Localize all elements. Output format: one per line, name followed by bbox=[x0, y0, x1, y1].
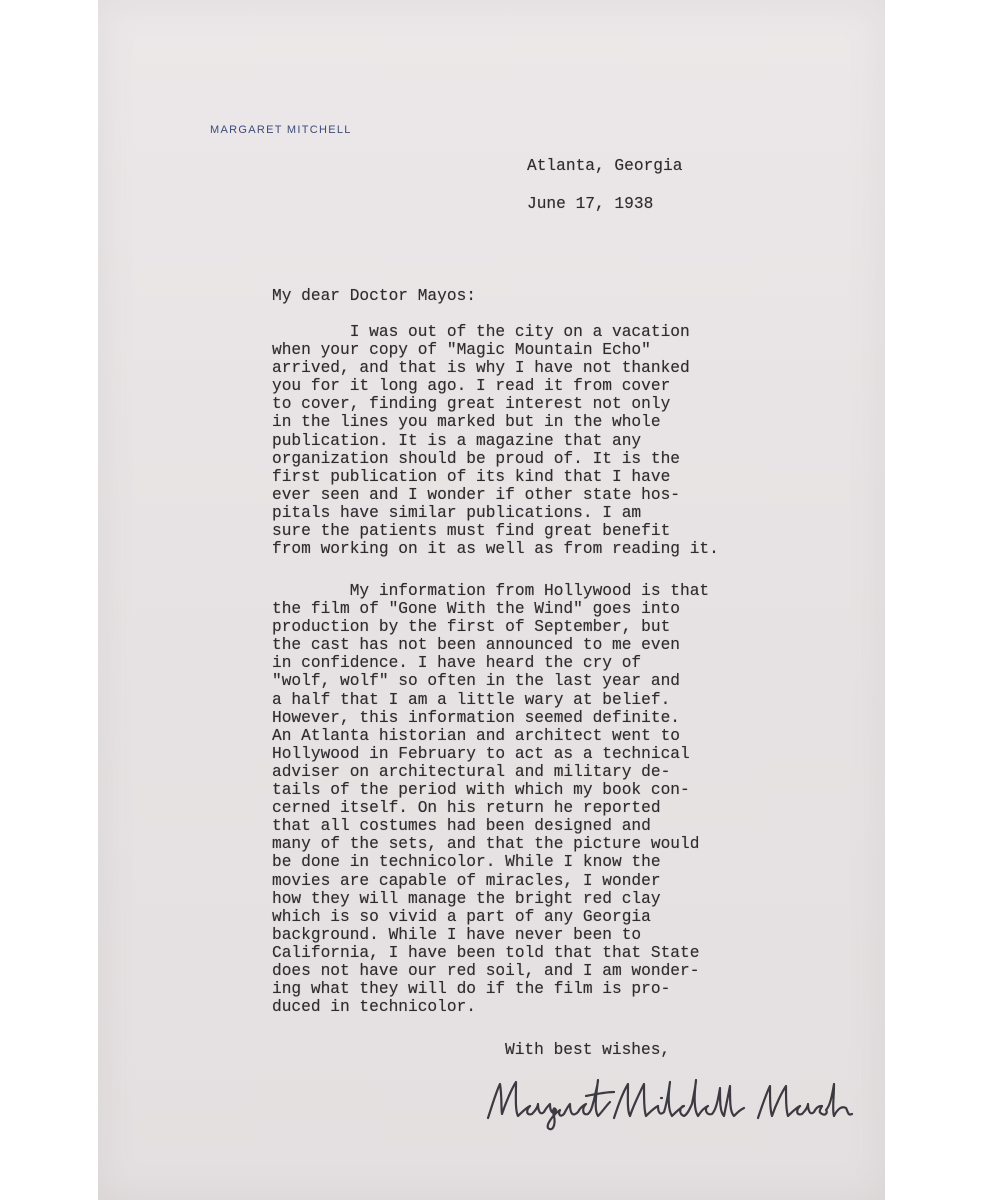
letterhead: MARGARET MITCHELL bbox=[210, 124, 352, 136]
letter-date: June 17, 1938 bbox=[527, 195, 654, 213]
letter-salutation: My dear Doctor Mayos: bbox=[272, 287, 476, 305]
letter-closing: With best wishes, bbox=[505, 1041, 671, 1059]
letter-paragraph-1: I was out of the city on a vacation when your copy of "Magic Mountain Echo" arrived, and that is why I have not thanked you for it long ago. I read it from cover to cover, finding great interest not only in the lines you marked but in the whole publication. It is a magazine that any organization should be proud of. It is the first publication of its kind that I have ever seen and I wonder if other state hos- pitals have similar publications. I am sure the patients must find great benefit from working on it as well as from reading it. bbox=[272, 323, 719, 559]
letter-paragraph-2: My information from Hollywood is that the film of "Gone With the Wind" goes into production by the first of September, but the cast has not been announced to me even in confidence. I have heard the cry of "wolf, wolf" so often in the last year and a half that I am a little wary at belief. However, this information seemed definite. An Atlanta historian and architect went to Hollywood in February to act as a technical adviser on architectural and military de- tails of the period with which my book con- cerned itself. On his return he reported that all costumes had been designed and many of the sets, and that the picture would be done in technicolor. While I know the movies are capable of miracles, I wonder how they will manage the bright red clay which is so vivid a part of any Georgia background. While I have never been to California, I have been told that that State does not have our red soil, and I am wonder- ing what they will do if the film is pro- duced in technicolor. bbox=[272, 582, 710, 1017]
handwritten-signature bbox=[482, 1066, 862, 1146]
letter-place: Atlanta, Georgia bbox=[527, 157, 683, 175]
